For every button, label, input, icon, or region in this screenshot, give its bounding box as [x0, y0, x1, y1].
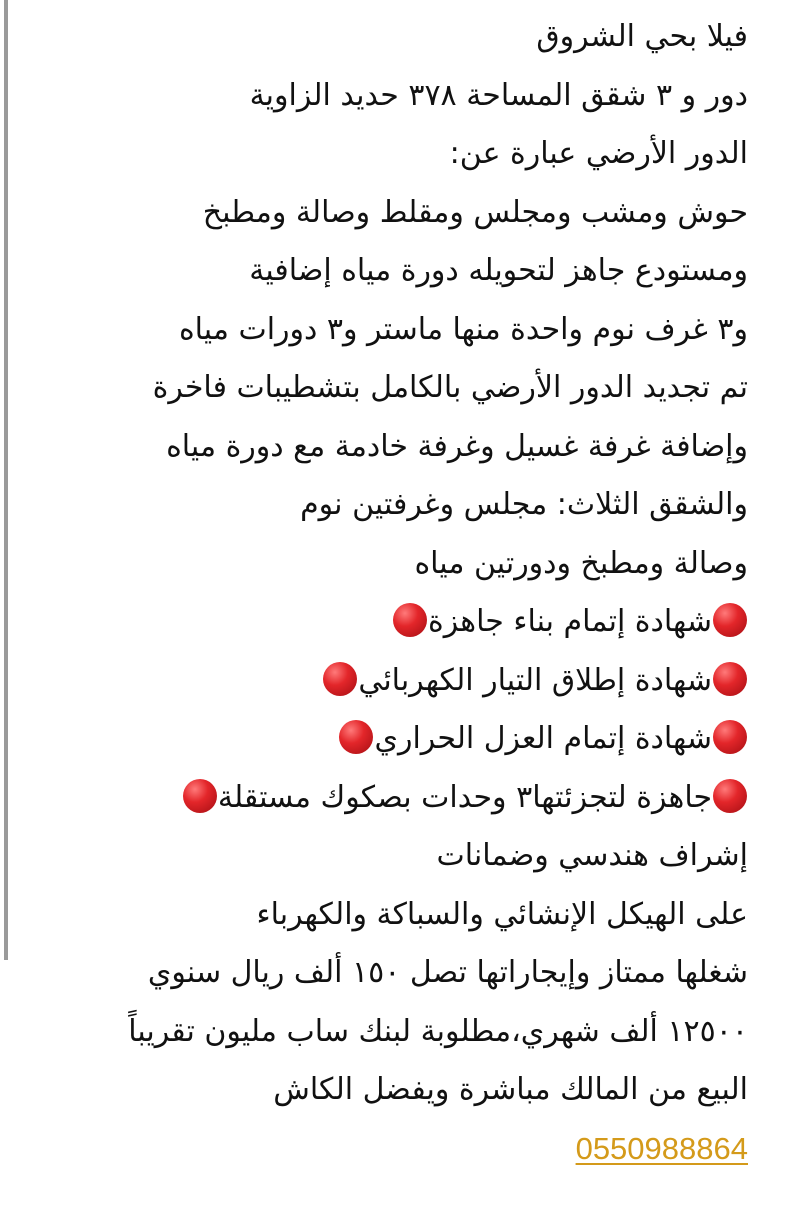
text-line: وصالة ومطبخ ودورتين مياه	[414, 545, 748, 581]
bullet-text: شهادة إتمام العزل الحراري	[374, 721, 712, 756]
text-line: ١٢٥٠٠ ألف شهري،مطلوبة لبنك ساب مليون تقريباً	[128, 1013, 748, 1049]
text-line: تم تجديد الدور الأرضي بالكامل بتشطيبات فاخرة	[152, 370, 748, 405]
red-circle-icon	[713, 779, 747, 813]
text-line: حوش ومشب ومجلس ومقلط وصالة ومطبخ	[202, 194, 748, 230]
phone-number-link[interactable]: 0550988864	[575, 1130, 748, 1166]
red-circle-icon	[339, 720, 373, 754]
text-line: الدور الأرضي عبارة عن:	[449, 136, 748, 171]
text-line: شغلها ممتاز وإيجاراتها تصل ١٥٠ ألف ريال سنوي	[147, 955, 748, 990]
bullet-line	[58, 769, 748, 828]
bullet-line	[58, 652, 748, 711]
red-circle-icon	[323, 662, 357, 696]
text-line: إشراف هندسي وضمانات	[436, 838, 748, 873]
red-circle-icon	[713, 662, 747, 696]
text-line: ومستودع جاهز لتحويله دورة مياه إضافية	[249, 253, 748, 288]
bullet-line	[58, 710, 748, 769]
red-circle-icon	[713, 720, 747, 754]
listing-text-body	[58, 8, 748, 1178]
text-line-title: فيلا بحي الشروق	[536, 19, 748, 54]
text-line: البيع من المالك مباشرة ويفضل الكاش	[273, 1072, 748, 1107]
text-line: و٣ غرف نوم واحدة منها ماستر و٣ دورات مياه	[178, 311, 748, 347]
text-line: والشقق الثلاث: مجلس وغرفتين نوم	[300, 487, 748, 522]
bullet-line	[58, 593, 748, 652]
text-line: دور و ٣ شقق المساحة ٣٧٨ حديد الزاوية	[249, 77, 748, 113]
bullet-text: جاهزة لتجزئتها٣ وحدات بصكوك مستقلة	[217, 779, 712, 815]
phone-line	[58, 1120, 748, 1179]
red-circle-icon	[713, 603, 747, 637]
text-line: على الهيكل الإنشائي والسباكة والكهرباء	[256, 896, 748, 932]
left-border-rule	[4, 0, 8, 960]
bullet-text: شهادة إطلاق التيار الكهربائي	[358, 662, 712, 698]
red-circle-icon	[393, 603, 427, 637]
text-line: وإضافة غرفة غسيل وغرفة خادمة مع دورة مياه	[166, 428, 748, 464]
red-circle-icon	[183, 779, 217, 813]
bullet-text: شهادة إتمام بناء جاهزة	[428, 604, 712, 639]
